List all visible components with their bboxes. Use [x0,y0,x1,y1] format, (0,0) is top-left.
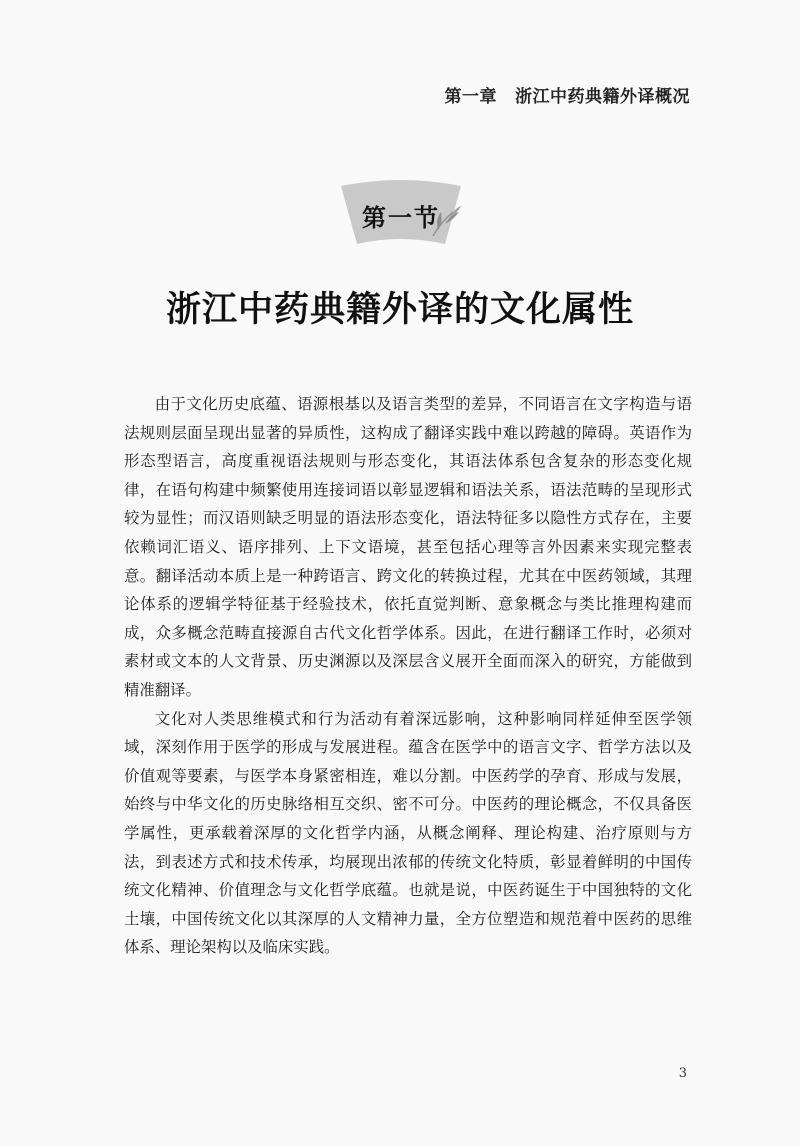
chapter-label: 第一章 [444,87,497,107]
paragraph: 由于文化历史底蕴、语源根基以及语言类型的差异，不同语言在文字构造与语法规则层面呈现出显著的异质性，这构成了翻译实践中难以跨越的障碍。英语作为形态型语言，高度重视语法规则与形态变化，其语法体系包含复杂的形态变化规律，在语句构建中频繁使用连接词语以彰显逻辑和语法关系，语法范畴的呈现形式较为显性；而汉语则缺乏明显的语法形态变化，语法特征多以隐性方式存在，主要依赖词汇语义、语序排列、上下文语境，甚至包括心理等言外因素来实现完整表意。翻译活动本质上是一种跨语言、跨文化的转换过程，尤其在中医药领域，其理论体系的逻辑学特征基于经验技术，依托直觉判断、意象概念与类比推理构建而成，众多概念范畴直接源自古代文化哲学体系。因此，在进行翻译工作时，必须对素材或文本的人文背景、历史渊源以及深层含义展开全面而深入的研究，方能做到精准翻译。 [124,395,692,699]
paragraph: 文化对人类思维模式和行为活动有着深远影响，这种影响同样延伸至医学领域，深刻作用于医学的形成与发展进程。蕴含在医学中的语言文字、哲学方法以及价值观等要素，与医学本身紧密相连，难以分割。中医药学的孕育、形成与发展，始终与中华文化的历史脉络相互交织、密不可分。中医药的理论概念，不仅具备医学属性，更承载着深厚的文化哲学内涵，从概念阐释、理论构建、治疗原则与方法，到表述方式和技术传承，均展现出浓郁的传统文化特质，彰显着鲜明的中国传统文化精神、价值理念与文化哲学底蕴。也就是说，中医药诞生于中国独特的文化土壤，中国传统文化以其深厚的人文精神力量，全方位塑造和规范着中医药的思维体系、理论架构以及临床实践。 [124,709,692,957]
section-badge [337,178,465,248]
section-label: 第一节 [362,204,440,232]
running-header [445,82,691,107]
body-text [124,390,692,962]
chapter-title: 浙江中药典籍外译概况 [515,87,690,107]
page-number: 3 [678,1066,687,1081]
section-title: 浙江中药典籍外译的文化属性 [165,290,634,330]
